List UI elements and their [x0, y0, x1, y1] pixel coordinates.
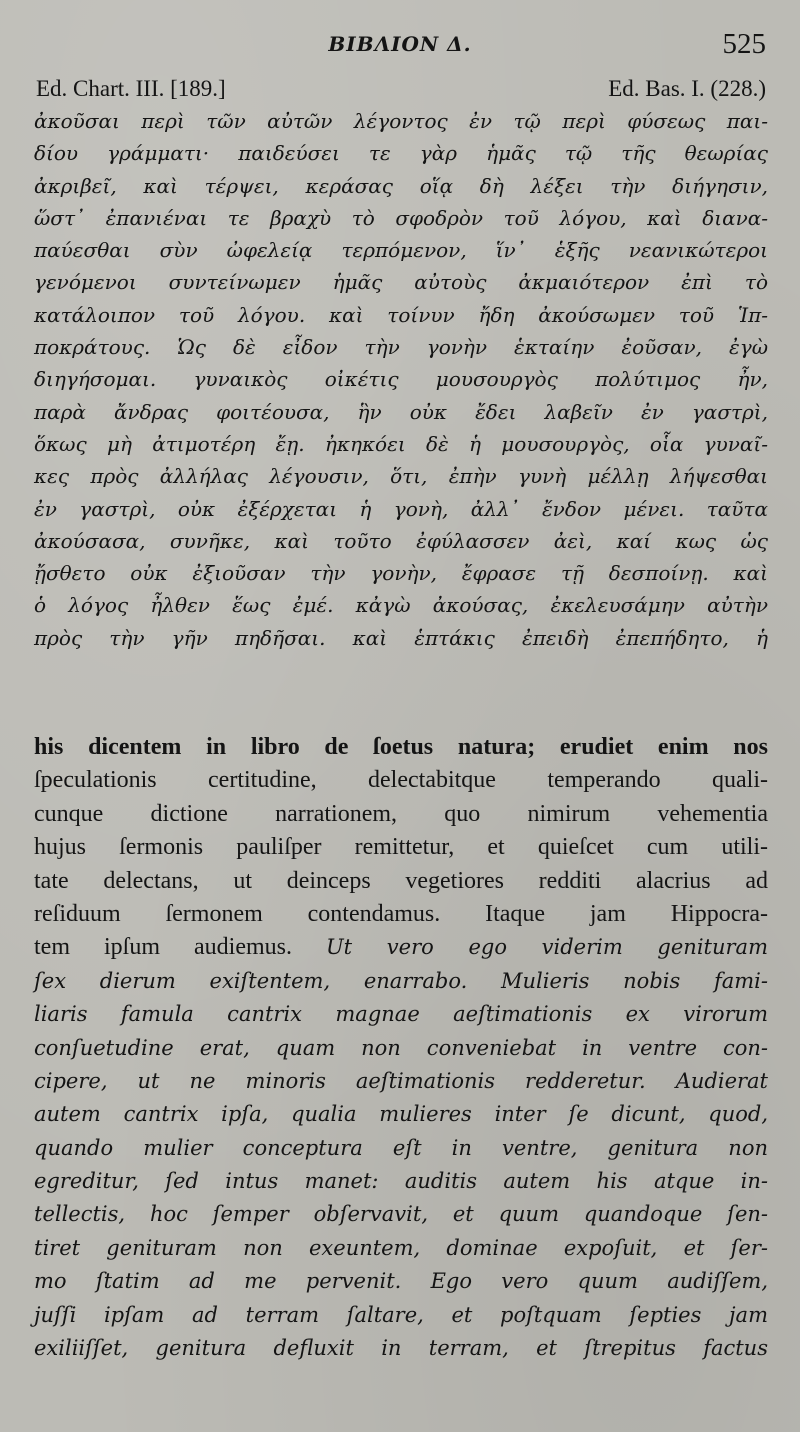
edition-chartier-reference: Ed. Chart. III. [189.] — [36, 76, 226, 101]
latin-text-line: ſpeculationis certitudine, delectabitque temperando quali- — [34, 767, 768, 794]
greek-text-line: κες πρὸς ἀλλήλας λέγουσιν, ὅτι, ἐπὴν γυνὴ μέλλῃ λήψεσθαι — [34, 464, 768, 489]
greek-text-line: ὥστ᾽ ἐπανιέναι τε βραχὺ τὸ σφοδρὸν τοῦ λόγου, καὶ διανα- — [34, 205, 768, 230]
latin-text-line: tiret genituram non exeuntem, dominae expoſuit, et ſer- — [34, 1235, 768, 1260]
page-number: 525 — [722, 28, 766, 60]
greek-text-line: ὅκως μὴ ἀτιμοτέρη ἔῃ. ἠκηκόει δὲ ἡ μουσουργὸς, οἷα γυναῖ- — [34, 431, 768, 456]
greek-text-line: κατάλοιπον τοῦ λόγου. καὶ τοίνυν ἤδη ἀκούσωμεν τοῦ Ἱπ- — [34, 302, 768, 327]
greek-text-line: διηγήσομαι. γυναικὸς οἰκέτις μουσουργὸς πολύτιμος ἦν, — [34, 367, 768, 392]
greek-text-block — [34, 105, 768, 654]
latin-text-line: reſiduum ſermonem contendamus. Itaque jam Hippocra- — [34, 900, 768, 927]
greek-text-line: ἀκριβεῖ, καὶ τέρψει, κεράσας οἵᾳ δὴ λέξει τὴν διήγησιν, — [34, 173, 768, 198]
running-head — [0, 28, 800, 64]
latin-text-line: quando mulier conceptura eſt in ventre, genitura non — [34, 1135, 768, 1160]
edition-references — [36, 76, 766, 106]
greek-text-line: δίου γράμματι· παιδεύσει τε γὰρ ἡμᾶς τῷ τῆς θεωρίας — [34, 141, 768, 166]
greek-text-line: ᾔσθετο οὐκ ἐξιοῦσαν τὴν γονὴν, ἔφρασε τῇ δεσποίνῃ. καὶ — [34, 561, 768, 586]
latin-text-line — [34, 931, 768, 964]
latin-text-line: exiliiſſet, genitura defluxit in terram, et ſtrepitus factus — [34, 1336, 768, 1361]
latin-text-line: conſuetudine erat, quam non conveniebat in ventre con- — [34, 1035, 768, 1060]
latin-text-line: ſex dierum exiſtentem, enarrabo. Mulieris nobis fami- — [34, 968, 768, 993]
latin-text-line: hujus ſermonis pauliſper remittetur, et quieſcet cum utili- — [34, 834, 768, 861]
greek-text-line: ἀκούσασα, συνῆκε, καὶ τοῦτο ἐφύλασσεν ἀεὶ, καί κως ὡς — [34, 528, 768, 553]
latin-text-line: tate delectans, ut deinceps vegetiores redditi alacrius ad — [34, 867, 768, 894]
latin-text-line: cipere, ut ne minoris aeſtimationis redderetur. Audierat — [34, 1068, 768, 1093]
greek-text-line: πρὸς τὴν γῆν πηδῆσαι. καὶ ἑπτάκις ἐπειδὴ ἐπεπήδητο, ἡ — [34, 625, 768, 650]
latin-text-line: juſſi ipſam ad terram ſaltare, et poſtquam ſepties jam — [34, 1302, 768, 1327]
latin-text-line: cunque dictione narrationem, quo nimirum vehementia — [34, 800, 768, 827]
latin-italic-segment: Ut vero ego viderim genituram — [325, 935, 768, 960]
greek-text-line: ὁ λόγος ἦλθεν ἕως ἐμέ. κἀγὼ ἀκούσας, ἐκελευσάμην αὐτὴν — [34, 593, 768, 618]
greek-text-line: παρὰ ἄνδρας φοιτέουσα, ἣν οὐκ ἔδει λαβεῖν ἐν γαστρὶ, — [34, 399, 768, 424]
greek-text-line: ποκράτους. Ὡς δὲ εἶδον τὴν γονὴν ἑκταίην ἐοῦσαν, ἐγὼ — [34, 335, 768, 360]
greek-text-line: παύεσθαι σὺν ὠφελείᾳ τερπόμενον, ἵν᾽ ἑξῆς νεανικώτεροι — [34, 238, 768, 263]
edition-basel-reference: Ed. Bas. I. (228.) — [608, 76, 766, 101]
latin-text-line: mo ſtatim ad me pervenit. Ego vero quum audiſſem, — [34, 1269, 768, 1294]
latin-text-line: autem cantrix ipſa, qualia mulieres inter ſe dicunt, quod, — [34, 1102, 768, 1127]
latin-roman-segment: tem ipſum audiemus. — [34, 934, 326, 961]
latin-translation-block — [34, 731, 768, 1365]
latin-text-line: his dicentem in libro de ſoetus natura; erudiet enim nos — [34, 734, 768, 760]
latin-text-line: egreditur, ſed intus manet: auditis autem his atque in- — [34, 1169, 768, 1194]
greek-text-line: ἐν γαστρὶ, οὐκ ἐξέρχεται ἡ γονὴ, ἀλλ᾽ ἔνδον μένει. ταῦτα — [34, 496, 768, 521]
latin-text-line: liaris famula cantrix magnae aeſtimationis ex virorum — [34, 1002, 768, 1027]
running-title: BIBΛΙΟΝ Δ. — [328, 32, 472, 56]
greek-text-line: ἀκοῦσαι περὶ τῶν αὐτῶν λέγοντος ἐν τῷ περὶ φύσεως παι- — [34, 109, 768, 133]
latin-text-line: tellectis, hoc ſemper obſervavit, et quum quandoque ſen- — [34, 1202, 768, 1227]
greek-text-line: γενόμενοι συντείνωμεν ἡμᾶς αὐτοὺς ἀκμαιότερον ἐπὶ τὸ — [34, 270, 768, 295]
